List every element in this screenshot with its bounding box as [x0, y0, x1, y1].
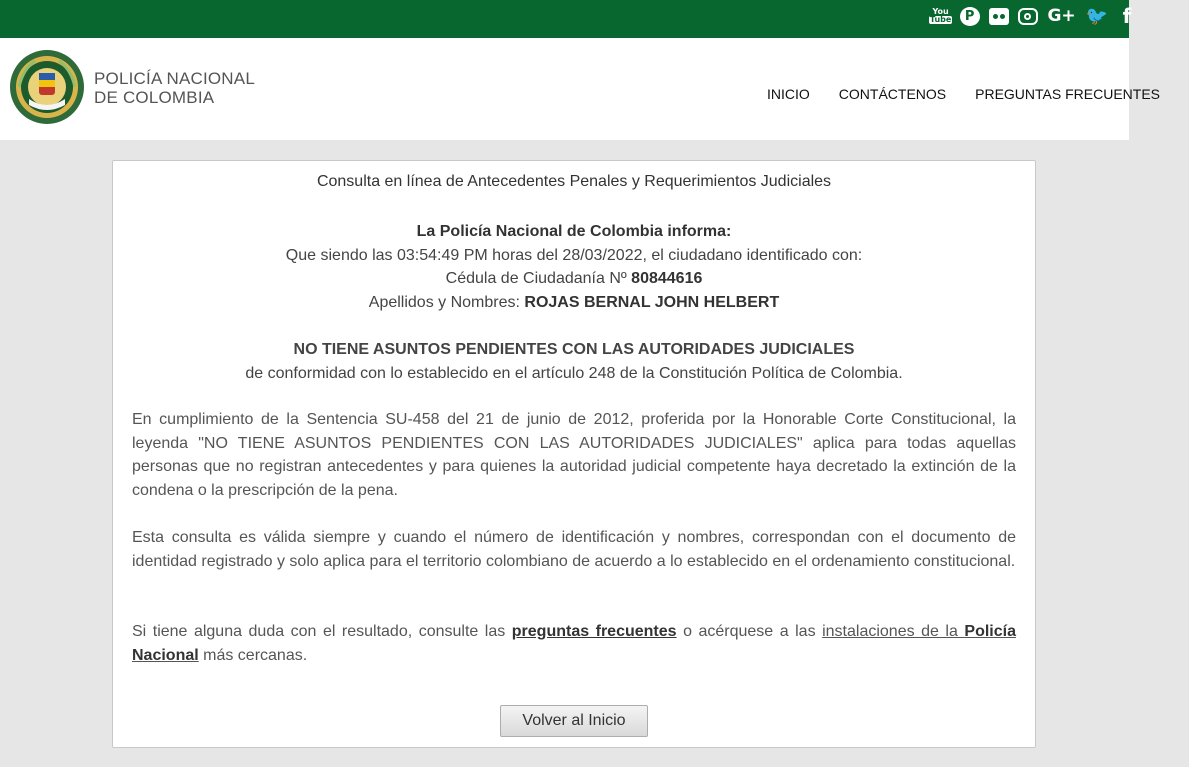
status-heading: NO TIENE ASUNTOS PENDIENTES CON LAS AUTORIDADES JUDICIALES	[293, 341, 855, 358]
youtube-text-top: You	[932, 7, 949, 16]
facebook-glyph: f	[1122, 4, 1132, 28]
top-bar	[0, 0, 1132, 38]
google-plus-icon[interactable]	[1047, 5, 1077, 27]
duda-text-after: más cercanas.	[198, 646, 308, 664]
duda-paragraph	[132, 620, 1016, 667]
policia-nacional-link-text: Policía Nacional	[132, 623, 1016, 664]
twitter-glyph: 🐦	[1085, 5, 1108, 27]
result-card	[112, 160, 1036, 748]
site-header	[0, 38, 1160, 140]
duda-text-middle: o acérquese a las	[676, 623, 823, 640]
informa-heading: La Policía Nacional de Colombia informa:	[416, 223, 732, 240]
flickr-icon[interactable]	[989, 8, 1009, 25]
main-nav	[767, 86, 1189, 102]
nav-preguntas-frecuentes[interactable]: PREGUNTAS FRECUENTES	[975, 86, 1160, 102]
facebook-icon[interactable]	[1117, 5, 1137, 27]
google-plus-glyph: G+	[1047, 6, 1076, 26]
informa-block	[113, 220, 1035, 314]
nombres-row	[113, 291, 1035, 315]
youtube-text-bottom: Tube	[929, 15, 952, 24]
brand-name[interactable]	[94, 69, 255, 107]
validez-paragraph: Esta consulta es válida siempre y cuando el número de identificación y nombres, correspondan con el documento de identidad registrado y solo aplica para el territorio colombiano de acuerdo a lo establecido en el ordenamiento constitucional.	[132, 529, 1016, 570]
status-block	[113, 338, 1035, 385]
nombres-label: Apellidos y Nombres:	[368, 293, 525, 311]
nav-inicio[interactable]: INICIO	[767, 86, 810, 102]
nombres-value: ROJAS BERNAL JOHN HELBERT	[524, 293, 780, 311]
informa-line: Que siendo las 03:54:49 PM horas del 28/03/2022, el ciudadano identificado con:	[285, 246, 863, 264]
volver-inicio-button[interactable]: Volver al Inicio	[500, 705, 648, 737]
twitter-icon[interactable]	[1086, 5, 1108, 27]
pinterest-icon[interactable]	[960, 7, 980, 26]
cedula-row	[113, 267, 1035, 291]
duda-text-before: Si tiene alguna duda con el resultado, consulte las	[132, 623, 512, 640]
social-links	[931, 4, 1137, 28]
preguntas-frecuentes-link[interactable]	[512, 623, 677, 640]
brand-line-1: POLICÍA NACIONAL	[94, 69, 255, 88]
cedula-value: 80844616	[631, 270, 703, 287]
cedula-label: Cédula de Ciudadanía Nº	[445, 270, 632, 287]
nav-contactenos[interactable]: CONTÁCTENOS	[838, 86, 947, 102]
police-emblem-icon[interactable]	[9, 49, 85, 125]
pinterest-glyph: P	[964, 8, 975, 24]
preguntas-frecuentes-link-text: preguntas frecuentes	[511, 623, 677, 640]
sentencia-paragraph: En cumplimiento de la Sentencia SU-458 del 21 de junio de 2012, proferida por la Honorable Corte Constitucional, la leyenda "NO TIENE ASUNTOS PENDIENTES CON LAS AUTORIDADES JUDICIALES" aplica para todas aquellas personas que no registran antecedentes y para quienes la autoridad judicial competente haya decretado la extinción de la condena o la prescripción de la pena.	[132, 411, 1016, 499]
instagram-icon[interactable]	[1018, 8, 1038, 25]
youtube-icon[interactable]	[931, 5, 951, 27]
brand-line-2: DE COLOMBIA	[94, 88, 215, 107]
card-title: Consulta en línea de Antecedentes Penales y Requerimientos Judiciales	[316, 173, 832, 190]
status-line: de conformidad con lo establecido en el artículo 248 de la Constitución Política de Colombia.	[245, 364, 903, 382]
instalaciones-link-text: instalaciones de la	[822, 623, 965, 640]
